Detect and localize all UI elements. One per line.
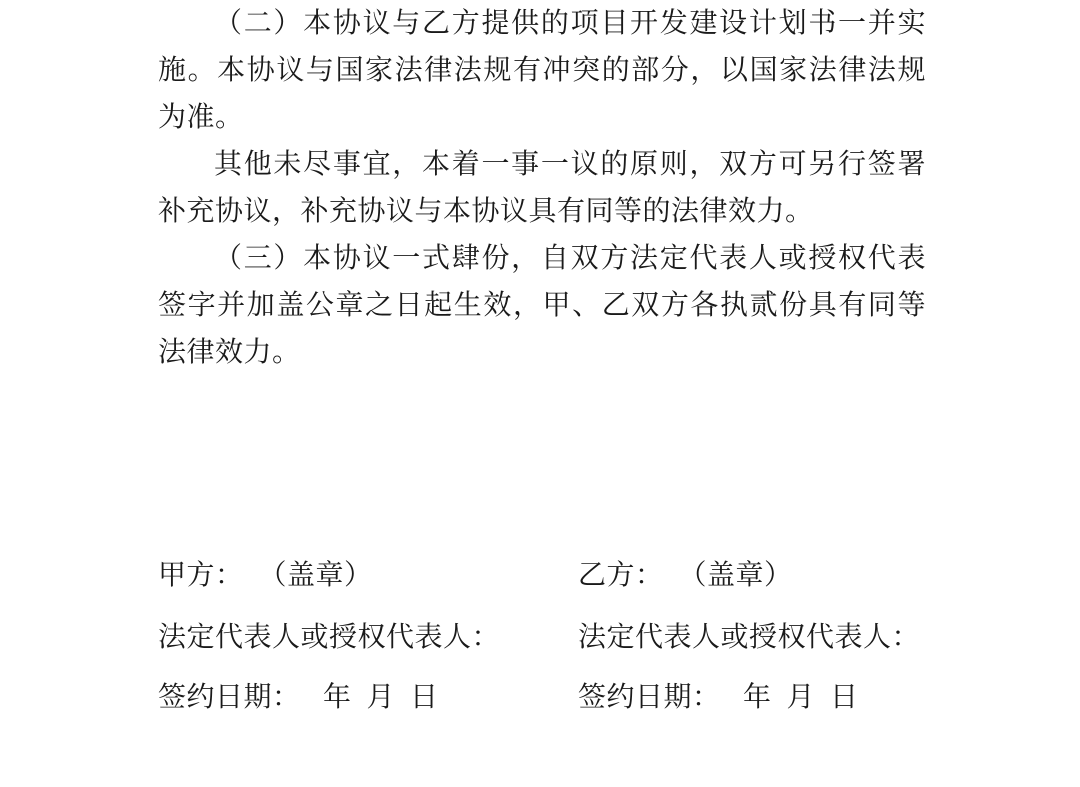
party-a-date-label: 签约日期： 年 月 日 <box>158 682 439 713</box>
signature-row-representatives <box>158 614 958 662</box>
paragraph-clause-three: （三）本协议一式肆份，自双方法定代表人或授权代表签字并加盖公章之日起生效，甲、乙双方各执贰份具有同等法律效力。 <box>158 243 926 368</box>
signature-row-dates <box>158 674 958 722</box>
party-b-seal-label: 乙方： （盖章） <box>578 560 793 591</box>
paragraph-other-matters: 其他未尽事宜，本着一事一议的原则，双方可另行签署补充协议，补充协议与本协议具有同等的法律效力。 <box>158 149 926 227</box>
paragraph-clause-two: （二）本协议与乙方提供的项目开发建设计划书一并实施。本协议与国家法律法规有冲突的部分，以国家法律法规为准。 <box>158 8 926 133</box>
party-a-seal-label: 甲方： （盖章） <box>158 560 373 591</box>
signature-row-names <box>158 552 958 600</box>
party-a-representative-label: 法定代表人或授权代表人： <box>158 622 501 653</box>
signature-block <box>158 552 958 722</box>
party-b-representative-label: 法定代表人或授权代表人： <box>578 622 921 653</box>
party-b-date-label: 签约日期： 年 月 日 <box>578 682 859 713</box>
document-body <box>158 0 926 376</box>
